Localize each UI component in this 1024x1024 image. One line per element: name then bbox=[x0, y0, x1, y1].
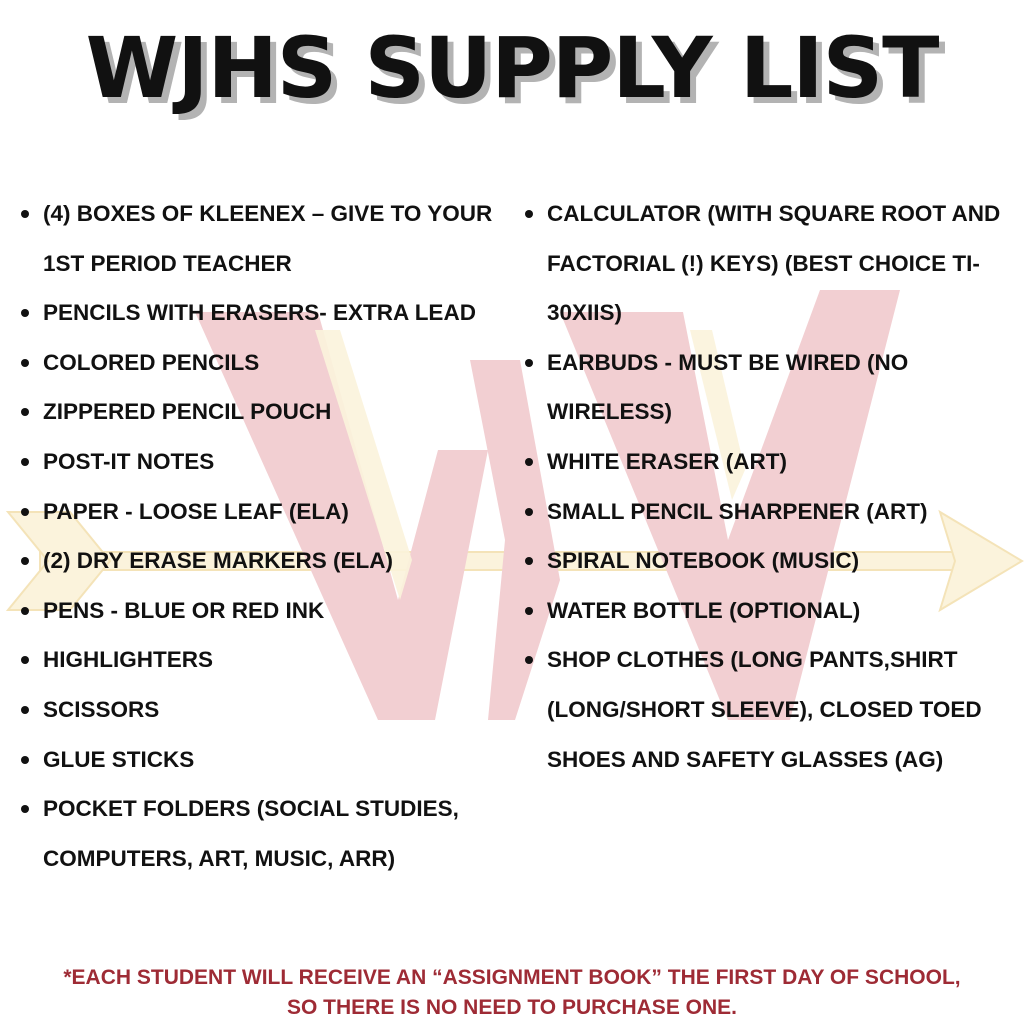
list-item: GLUE STICKS bbox=[15, 735, 515, 785]
supply-list-left bbox=[15, 189, 515, 883]
list-item: SHOP CLOTHES (LONG PANTS,SHIRT (LONG/SHORT SLEEVE), CLOSED TOED SHOES AND SAFETY GLASSES (AG) bbox=[519, 635, 1024, 784]
list-item: SMALL PENCIL SHARPENER (ART) bbox=[519, 487, 1024, 537]
list-item: HIGHLIGHTERS bbox=[15, 635, 515, 685]
list-item: EARBUDS - MUST BE WIRED (NO WIRELESS) bbox=[519, 338, 1024, 437]
list-item: POST-IT NOTES bbox=[15, 437, 515, 487]
list-item: POCKET FOLDERS (SOCIAL STUDIES, COMPUTERS, ART, MUSIC, ARR) bbox=[15, 784, 515, 883]
list-item: PAPER - LOOSE LEAF (ELA) bbox=[15, 487, 515, 537]
list-item: ZIPPERED PENCIL POUCH bbox=[15, 387, 515, 437]
list-item: (4) BOXES OF KLEENEX – GIVE TO YOUR 1ST PERIOD TEACHER bbox=[15, 189, 515, 288]
list-item: PENCILS WITH ERASERS- EXTRA LEAD bbox=[15, 288, 515, 338]
page-title: WJHS SUPPLY LIST bbox=[85, 19, 939, 117]
list-item: WHITE ERASER (ART) bbox=[519, 437, 1024, 487]
supply-list-right bbox=[519, 189, 1024, 784]
list-item: SPIRAL NOTEBOOK (MUSIC) bbox=[519, 536, 1024, 586]
list-item: SCISSORS bbox=[15, 685, 515, 735]
list-item: COLORED PENCILS bbox=[15, 338, 515, 388]
list-item: (2) DRY ERASE MARKERS (ELA) bbox=[15, 536, 515, 586]
list-item: CALCULATOR (WITH SQUARE ROOT AND FACTORIAL (!) KEYS) (BEST CHOICE TI-30XIIS) bbox=[519, 189, 1024, 338]
list-item: PENS - BLUE OR RED INK bbox=[15, 586, 515, 636]
assignment-book-footnote: *EACH STUDENT WILL RECEIVE AN “ASSIGNMENT BOOK” THE FIRST DAY OF SCHOOL, SO THERE IS NO NEED TO PURCHASE ONE. bbox=[63, 966, 961, 1019]
list-item: WATER BOTTLE (OPTIONAL) bbox=[519, 586, 1024, 636]
